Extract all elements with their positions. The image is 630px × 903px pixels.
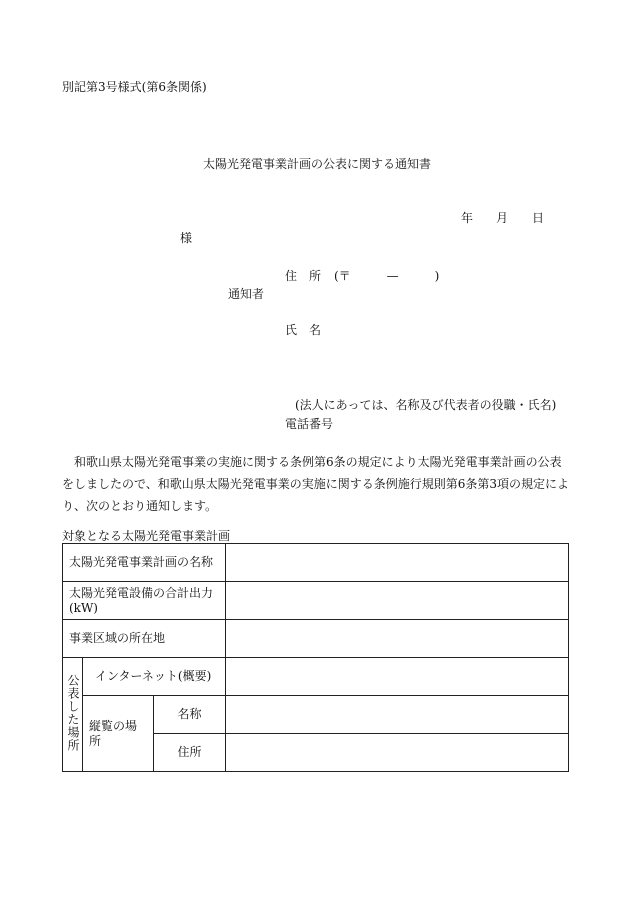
- table-row: [63, 620, 569, 658]
- table-row: [63, 696, 569, 734]
- corp-note: (法人にあっては、名称及び代表者の役職・氏名): [295, 398, 557, 412]
- table-row: [63, 544, 569, 582]
- internet-label: インターネット(概要): [83, 658, 226, 696]
- table-row: [63, 582, 569, 620]
- published-place-label: 公表した場所: [66, 673, 80, 752]
- viewing-name-label: 名称: [154, 696, 226, 734]
- date-month: 月: [496, 211, 509, 225]
- viewing-name-value: [226, 696, 569, 734]
- total-output-value: [226, 582, 569, 620]
- location-label: 事業区域の所在地: [63, 620, 226, 658]
- document-title: 太陽光発電事業計画の公表に関する通知書: [203, 157, 432, 171]
- date-day: 日: [532, 211, 545, 225]
- address-label: 住 所: [285, 269, 322, 283]
- plan-name-value: [226, 544, 569, 582]
- notifier-label: 通知者: [228, 287, 265, 301]
- location-value: [226, 620, 569, 658]
- addressee-suffix: 様: [180, 231, 193, 245]
- internet-value: [226, 658, 569, 696]
- plan-name-label: 太陽光発電事業計画の名称: [63, 544, 226, 582]
- plan-table: [62, 543, 569, 772]
- published-place-header: [63, 658, 83, 772]
- postal-code: (〒 — ): [334, 269, 440, 283]
- phone-label: 電話番号: [285, 417, 334, 431]
- viewing-address-value: [226, 734, 569, 772]
- table-row: [63, 658, 569, 696]
- date-year: 年: [461, 211, 474, 225]
- viewing-address-label: 住所: [154, 734, 226, 772]
- table-caption: 対象となる太陽光発電事業計画: [62, 529, 231, 543]
- form-id: 別記第3号様式(第6条関係): [62, 80, 207, 94]
- viewing-place-label: 縦覧の場所: [83, 696, 154, 772]
- total-output-label: 太陽光発電設備の合計出力(kW): [63, 582, 226, 620]
- name-label: 氏 名: [285, 323, 322, 337]
- body-paragraph: 和歌山県太陽光発電事業の実施に関する条例第6条の規定により太陽光発電事業計画の公表をしましたので、和歌山県太陽光発電事業の実施に関する条例施行規則第6条第3項の規定により、次のとおり通知します。: [62, 455, 570, 513]
